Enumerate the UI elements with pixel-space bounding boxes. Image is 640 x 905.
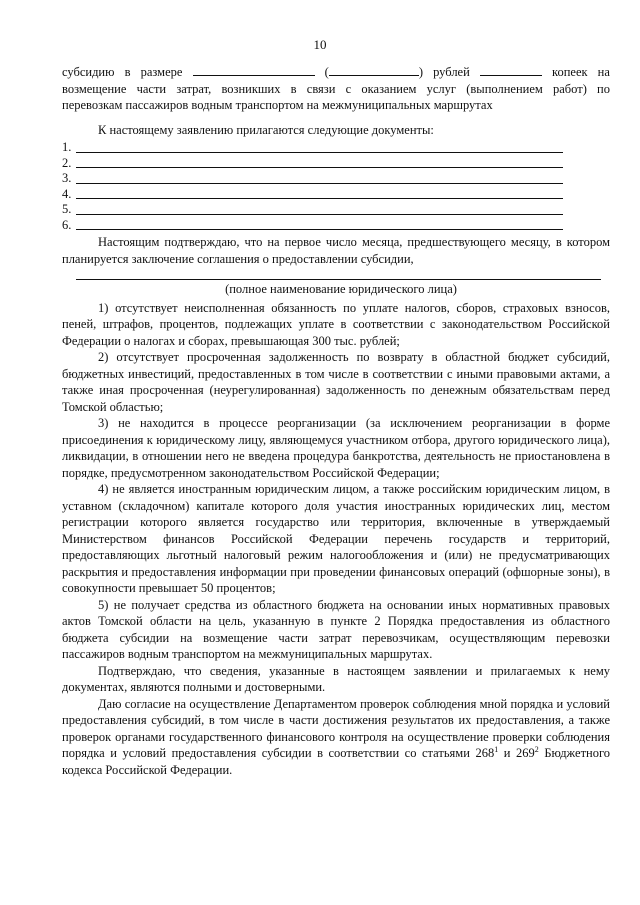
condition-item: 3) не находится в процессе реорганизации (за исключением реорганизации в форме присоединения к юридическому лицу, являющемуся участником отбора, другого юридического лица), ликвидации, в отношении него не введена процедура банкротства, деятельность не приостановлена в порядке, предусмотренном законодательством Российской Федерации; (62, 416, 610, 480)
amount-word: размере (140, 65, 183, 79)
confirm-intro: Настоящим подтверждаю, что на первое число месяца, предшествующего месяцу, в котором планируется заключение соглашения о предоставлении субсидии, (62, 235, 610, 266)
attachments-list (62, 140, 610, 233)
attachment-blank (76, 188, 563, 199)
attachment-blank (76, 157, 563, 168)
condition-item: 5) не получает средства из областного бюджета на основании иных нормативных правовых актов Томской области на цель, указанную в пункте 2 Порядка предоставления из областного бюджета субсидии на возмещение части затрат перевозчикам, осуществляющим перевозки пассажиров водным транспортом на межмуниципальных маршрутах. (62, 597, 610, 661)
condition-item: 2) отсутствует просроченная задолженность по возврату в областной бюджет субсидий, бюджетных инвестиций, предоставленных в том числе в соответствии с иными правовыми актами, а также иная просроченная (неурегулированная) задолженность по денежным обязательствам перед Томской областью; (62, 350, 610, 414)
attachment-line: 6. (62, 218, 610, 234)
attachment-blank (76, 173, 563, 184)
kopecks-blank (480, 64, 542, 76)
document-body (62, 64, 610, 778)
attachment-blank (76, 204, 563, 215)
attachment-line: 5. (62, 202, 610, 218)
kopecks-word: копеек (552, 65, 588, 79)
confirm-documents: Подтверждаю, что сведения, указанные в настоящем заявлении и прилагаемых к нему документах, являются полными и достоверными. (62, 663, 610, 694)
attachment-line: 3. (62, 171, 610, 187)
entity-name-blank (76, 267, 601, 280)
consent-paragraph: Даю согласие на осуществление Департаментом проверок соблюдения мной порядка и условий предоставления субсидий, в том числе в части достижения результатов их предоставления, а также проверок органами государственного финансового контроля на осуществление проверки соблюдения порядка и условий предоставления субсидии в соответствии со статьями $268^1$ и $269^2$ Бюджетного кодекса Российской Федерации. (62, 696, 611, 777)
amount-blank (193, 64, 315, 76)
attachment-line: 2. (62, 156, 610, 172)
attachments-intro: К настоящему заявлению прилагаются следующие документы: (98, 122, 434, 137)
rubles-word: рублей (433, 65, 470, 79)
na-word: на (597, 65, 610, 79)
attachment-line: 4. (62, 187, 610, 203)
in-word: в (124, 65, 131, 79)
amount-words-blank (329, 64, 419, 76)
subsidy-word: субсидию (62, 65, 115, 79)
condition-item: 4) не является иностранным юридическим лицом, а также российским юридическим лицом, в уставном (складочном) капитале которого доля участия иностранных юридических лиц, местом регистрации которого является государство или территория, включенные в утверждаемый Министерством финансов Российской Федерации перечень государств и территорий, предоставляющих льготный налоговый режим налогообложения и (или) не предусматривающих раскрытия и предоставления информации при проведении финансовых операций (офшорные зоны), в совокупности превышает 50 процентов; (62, 482, 610, 595)
subsidy-amount-line (62, 64, 610, 81)
amount-words-field: ( ) (324, 65, 423, 79)
subsidy-purpose-line: возмещение части затрат, возникших в связи с оказанием услуг (выполнением работ) по (62, 81, 610, 96)
attachment-line: 1. (62, 140, 610, 156)
page-number: 10 (313, 37, 327, 52)
subsidy-purpose-line-end: перевозкам пассажиров водным транспортом на межмуниципальных маршрутах (62, 98, 493, 112)
entity-name-caption: (полное наименование юридического лица) (225, 282, 457, 296)
attachment-blank (76, 142, 563, 153)
attachment-blank (76, 219, 563, 230)
condition-item: 1) отсутствует неисполненная обязанность по уплате налогов, сборов, страховых взносов, пеней, штрафов, процентов, подлежащих уплате в соответствии с законодательством Российской Федерации о налогах и сборах, превышающая 300 тыс. рублей; (62, 300, 610, 348)
